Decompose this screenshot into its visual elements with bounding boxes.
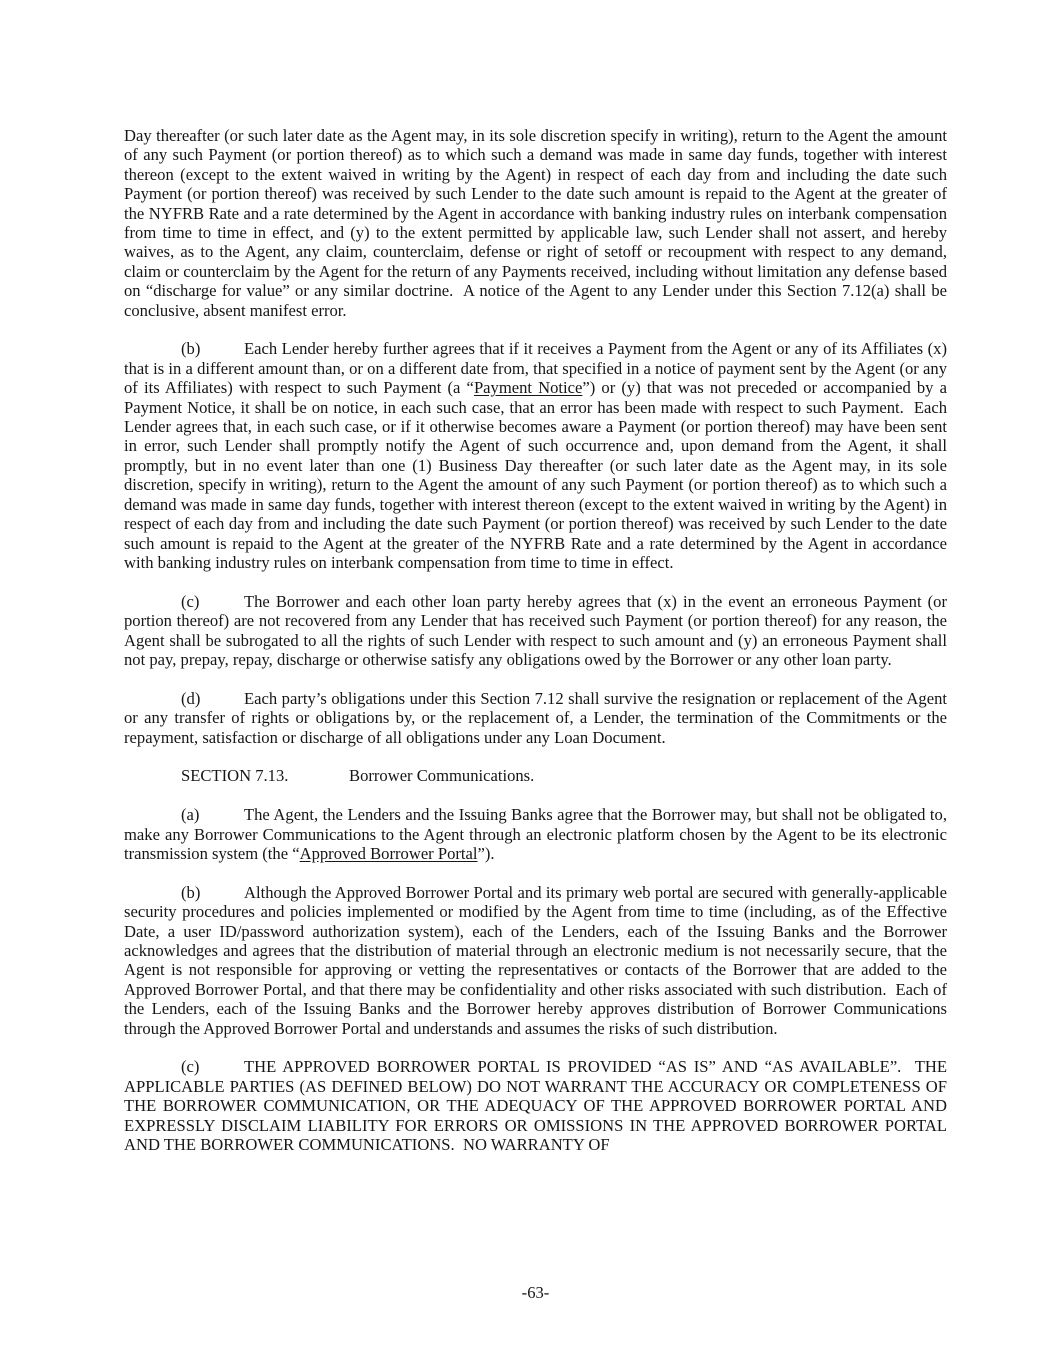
- first-line-indent: [124, 1071, 181, 1072]
- text-segment: Although the Approved Borrower Portal and its primary web portal are secured with generally-applicable security procedures and policies implemented or modified by the Agent from time to time (including, as of the Effective Date, a user ID/password authorization system), each of the Lenders, each of the Issuing Banks and the Borrower acknowledges and agrees that the distribution of material through an electronic medium is not necessarily secure, that the Agent is not responsible for approving or vetting the representatives or contacts of the Borrower that are added to the Approved Borrower Portal, and that there may be confidentiality and other risks associated with such distribution. Each of the Lenders, each of the Issuing Banks and the Borrower hereby approves distribution of Borrower Communications through the Approved Borrower Portal and understands and assumes the risks of such distribution.: [124, 882, 947, 1038]
- text-segment: Each party’s obligations under this Section 7.12 shall survive the resignation or replacement of the Agent or any transfer of rights or obligations by, or the replacement of, a Lender, the termination of the Commitments or the repayment, satisfaction or discharge of all obligations under any Loan Document.: [124, 688, 947, 747]
- paragraph-7-12-d: [124, 689, 947, 747]
- text-segment: THE APPROVED BORROWER PORTAL IS PROVIDED “AS IS” AND “AS AVAILABLE”. THE APPLICABLE PARTIES (AS DEFINED BELOW) DO NOT WARRANT THE ACCURACY OR COMPLETENESS OF THE BORROWER COMMUNICATION, OR THE ADEQUACY OF THE APPROVED BORROWER PORTAL AND EXPRESSLY DISCLAIM LIABILITY FOR ERRORS OR OMISSIONS IN THE APPROVED BORROWER PORTAL AND THE BORROWER COMMUNICATIONS. NO WARRANTY OF: [124, 1057, 947, 1155]
- first-line-indent: [124, 353, 181, 354]
- first-line-indent: [124, 703, 181, 704]
- paragraph-text: [124, 339, 947, 571]
- document-body: [124, 126, 947, 1174]
- clause-label: (c): [181, 1057, 200, 1077]
- paragraph-text: [124, 592, 947, 669]
- section-title: [349, 766, 534, 785]
- paragraph-text: [124, 126, 947, 320]
- first-line-indent: [124, 780, 181, 781]
- text-segment: The Borrower and each other loan party hereby agrees that (x) in the event an erroneous Payment (or portion thereof) are not recovered from any Lender that has received such Payment (or portion thereof) for any reason, the Agent shall be subrogated to all the rights of such Lender with respect to such amount and (y) an erroneous Payment shall not pay, prepay, repay, discharge or otherwise satisfy any obligations owed by the Borrower or any other loan party.: [124, 591, 947, 669]
- text-segment: Borrower Communications.: [349, 766, 535, 786]
- section-heading-7-13: [124, 766, 947, 785]
- clause-label: (d): [181, 688, 201, 708]
- paragraph-7-12-c: [124, 592, 947, 670]
- paragraph-7-13-a: [124, 805, 947, 863]
- paragraph-text: [124, 883, 947, 1038]
- text-segment: ”) or (y) that was not preceded or accompanied by a Payment Notice, it shall be on notice, in each such case, that an error has been made with respect to such Payment. Each Lender agrees that, in each such case, or if it otherwise becomes aware a Payment (or portion thereof) may have been sent in error, such Lender shall promptly notify the Agent of such occurrence and, upon demand from the Agent, it shall promptly, but in no event later than one (1) Business Day thereafter (or such later date as the Agent may, in its sole discretion, specify in writing), return to the Agent the amount of any such Payment (or portion thereof) as to which such a demand was made in same day funds, together with interest thereon (except to the extent waived in writing by the Agent) in respect of each day from and including the date such Payment (or portion thereof) was received by such Lender to the date such amount is repaid to the Agent at the greater of the NYFRB Rate and a rate determined by the Agent in accordance with banking industry rules on interbank compensation from time to time in effect.: [124, 378, 947, 572]
- clause-label: (b): [181, 882, 201, 902]
- clause-label: (a): [181, 805, 200, 825]
- paragraph-7-13-c: [124, 1057, 947, 1154]
- paragraph-text: [124, 805, 947, 863]
- clause-label: (b): [181, 339, 201, 359]
- text-segment: Each Lender hereby further agrees that if it receives a Payment from the Agent or any of its Affiliates (x) that is in a different amount than, or on a different date from, that specified in a notice of payment sent by the Agent (or any of its Affiliates) with respect to such Payment (a “: [124, 339, 947, 398]
- first-line-indent: [124, 606, 181, 607]
- text-segment: The Agent, the Lenders and the Issuing Banks agree that the Borrower may, but shall not be obligated to, make any Borrower Communications to the Agent through an electronic platform chosen by the Agent to be its electronic transmission system (the “: [124, 805, 947, 863]
- first-line-indent: [124, 819, 181, 820]
- page-number: -63-: [521, 1283, 550, 1302]
- paragraph-continuation-7-12-a: [124, 126, 947, 320]
- paragraph-text: [124, 689, 947, 747]
- defined-term-underlined: Approved Borrower Portal: [299, 843, 478, 863]
- text-segment: ”).: [477, 843, 495, 863]
- paragraph-7-13-b: [124, 883, 947, 1038]
- clause-label: (c): [181, 591, 200, 611]
- section-number-label: SECTION 7.13.: [181, 766, 289, 786]
- defined-term-underlined: Payment Notice: [473, 378, 583, 398]
- paragraph-7-12-b: [124, 339, 947, 572]
- first-line-indent: [124, 897, 181, 898]
- paragraph-text: [124, 1057, 947, 1154]
- text-segment: Day thereafter (or such later date as the Agent may, in its sole discretion specify in writing), return to the Agent the amount of any such Payment (or portion thereof) as to which such a demand was made in same day funds, together with interest thereon (except to the extent waived in writing by the Agent) in respect of each day from and including the date such Payment (or portion thereof) was received by such Lender to the date such amount is repaid to the Agent at the greater of the NYFRB Rate and a rate determined by the Agent in accordance with banking industry rules on interbank compensation from time to time in effect, and (y) to the extent permitted by applicable law, such Lender shall not assert, and hereby waives, as to the Agent, any claim, counterclaim, defense or right of setoff or recoupment with respect to any demand, claim or counterclaim by the Agent for the return of any Payments received, including without limitation any defense based on “discharge for value” or any similar doctrine. A notice of the Agent to any Lender under this Section 7.12(a) shall be conclusive, absent manifest error.: [124, 126, 947, 320]
